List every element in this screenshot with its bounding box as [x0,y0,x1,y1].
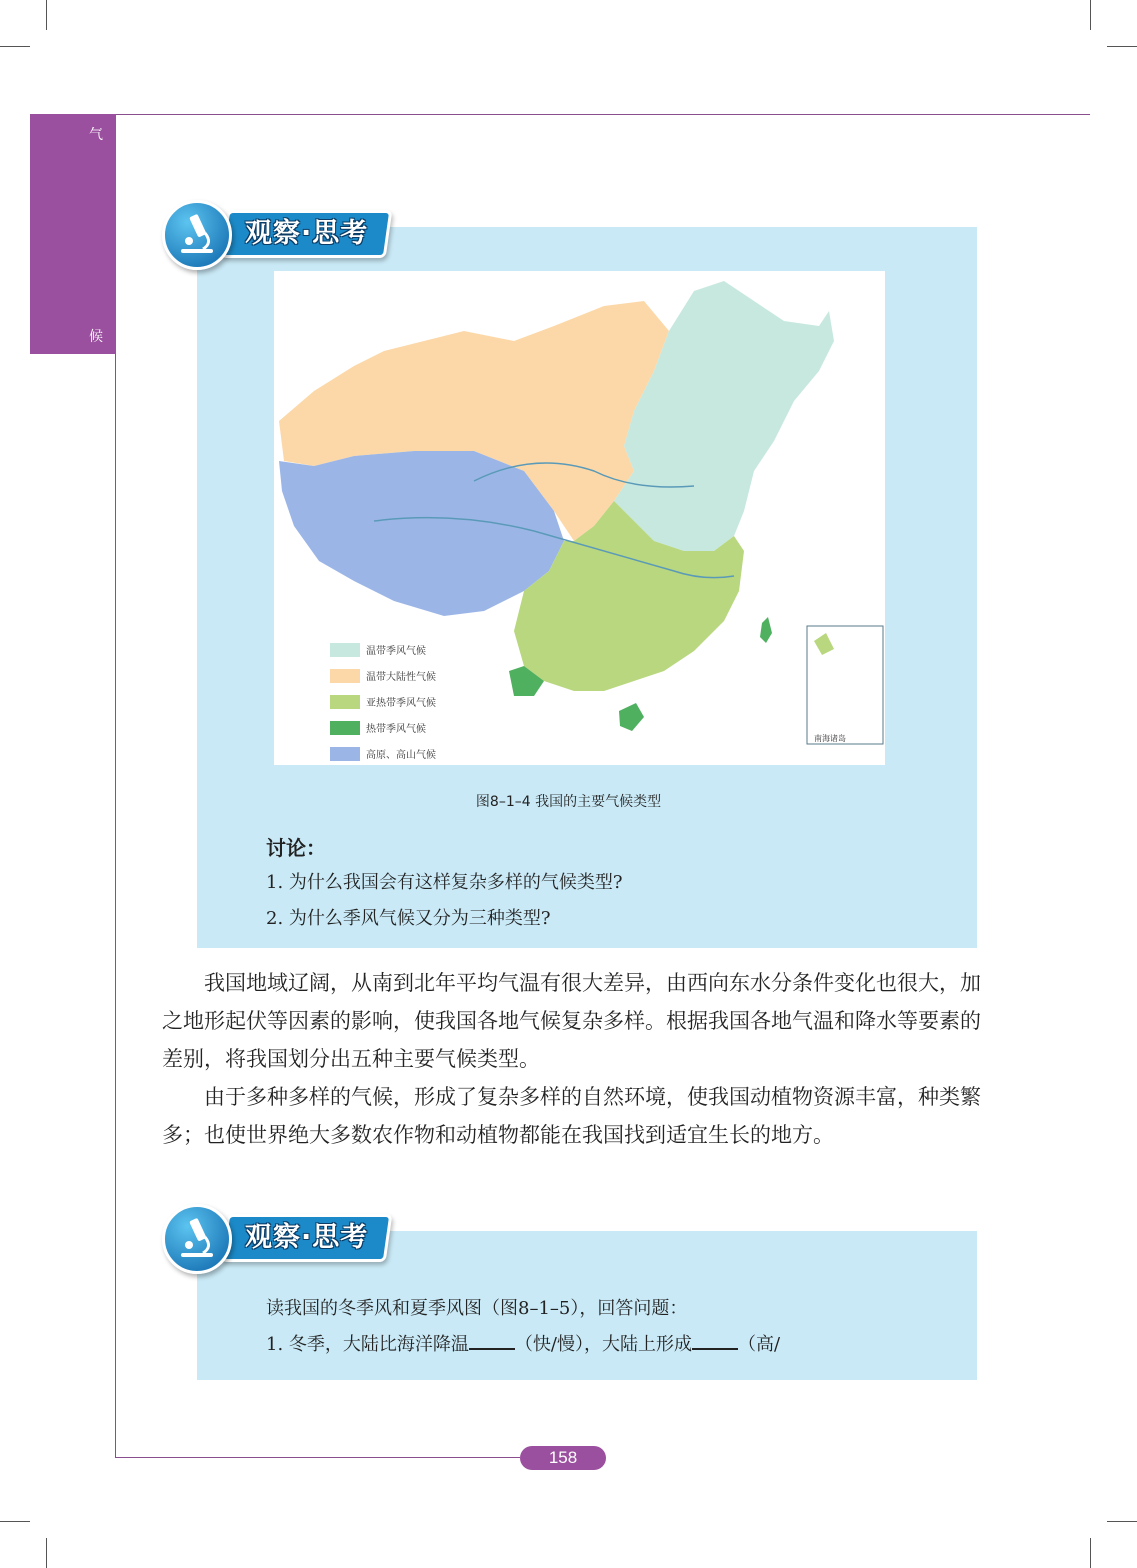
legend-swatch-1 [330,643,360,657]
page-number: 158 [520,1446,606,1470]
body-paragraph-1: 我国地域辽阔，从南到北年平均气温有很大差异，由西向东水分条件变化也很大，加之地形起伏等因素的影响，使我国各地气候复杂多样。根据我国各地气温和降水等要素的差别，将我国划分出五种主要气候类型。 [162,971,981,1071]
discussion-title: 讨论： [266,836,326,860]
crop-mark [0,46,30,47]
legend-label-1: 温带季风气候 [366,646,426,657]
footer-rule [116,1457,520,1458]
crop-mark [1107,46,1137,47]
observe-think-badge-2 [162,1204,392,1274]
side-tab-char-1: 气 [89,127,103,143]
legend-label-2: 温带大陆性气候 [366,672,436,683]
legend-label-5: 高原、高山气候 [366,750,436,761]
answer-blank-1[interactable] [469,1330,515,1350]
observe-think-badge-1 [162,200,392,270]
q1-part-1: 1. 冬季，大陆比海洋降温 [266,1334,469,1355]
q1-part-2: （快/慢），大陆上形成 [514,1334,692,1355]
discussion-question-2: 2. 为什么季风气候又分为三种类型? [266,908,551,929]
header-rule [116,114,1090,115]
badge-title: 观察·思考 [245,1222,369,1253]
section2-question-1 [266,1330,780,1356]
legend-label-4: 热带季风气候 [366,724,426,735]
body-text [162,964,982,1154]
badge-title: 观察·思考 [245,218,369,249]
chapter-side-tab [30,114,116,354]
legend-swatch-5 [330,747,360,761]
microscope-icon [162,1204,232,1274]
discussion-question-1: 1. 为什么我国会有这样复杂多样的气候类型? [266,872,623,893]
crop-mark [1090,1538,1091,1568]
answer-blank-2[interactable] [692,1330,738,1350]
figure-caption: 图8–1–4 我国的主要气候类型 [475,794,662,810]
crop-mark [1090,0,1091,30]
crop-mark [46,1538,47,1568]
legend-swatch-2 [330,669,360,683]
china-climate-map [274,271,885,765]
side-tab-char-2: 候 [89,329,103,345]
legend-swatch-4 [330,721,360,735]
badge-label-bg [221,1214,393,1262]
crop-mark [0,1521,30,1522]
section2-intro: 读我国的冬季风和夏季风图（图8–1–5），回答问题： [266,1298,688,1319]
crop-mark [46,0,47,30]
legend-label-3: 亚热带季风气候 [366,698,436,709]
microscope-icon [162,200,232,270]
margin-rule [115,354,116,1458]
body-paragraph-2: 由于多种多样的气候，形成了复杂多样的自然环境，使我国动植物资源丰富，种类繁多；也使世界绝大多数农作物和动植物都能在我国找到适宜生长的地方。 [162,1085,981,1147]
badge-label-bg [221,210,393,258]
crop-mark [1107,1521,1137,1522]
inset-label: 南海诸岛 [814,734,846,743]
legend-swatch-3 [330,695,360,709]
q1-part-3: （高/ [737,1334,781,1355]
